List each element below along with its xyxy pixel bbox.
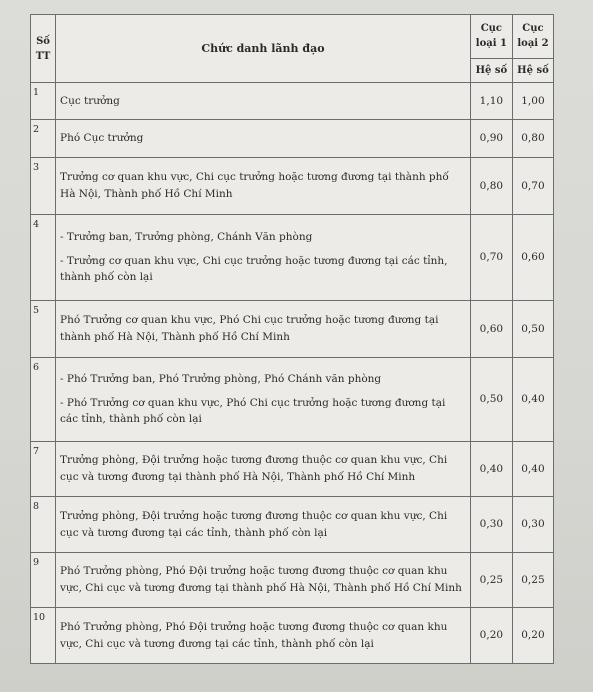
row-number: 9 — [31, 553, 56, 608]
table-row — [31, 83, 554, 120]
coefficient-loai-1: 0,60 — [470, 301, 512, 358]
row-title-line: Trưởng cơ quan khu vực, Chi cục trưởng hoặc tương đương tại thành phố Hà Nội, Thành phố Hồ Chí Minh — [60, 171, 449, 200]
table-row — [31, 120, 554, 158]
row-title — [56, 158, 471, 215]
coefficient-loai-2: 0,40 — [512, 358, 553, 442]
row-title-line: - Phó Trưởng cơ quan khu vực, Phó Chi cục trưởng hoặc tương đương tại các tỉnh, thành phố còn lại — [60, 396, 446, 426]
coefficient-loai-2: 0,80 — [512, 120, 553, 158]
coefficient-loai-2: 0,20 — [512, 608, 553, 664]
row-title — [56, 83, 471, 120]
row-title-line: - Trưởng ban, Trưởng phòng, Chánh Văn phòng — [60, 230, 313, 243]
table-body — [31, 83, 554, 664]
row-number: 10 — [31, 608, 56, 664]
row-title-line: Phó Trưởng phòng, Phó Đội trưởng hoặc tương đương thuộc cơ quan khu vực, Chi cục và tương đương tại các tỉnh, thành phố còn lại — [60, 620, 448, 650]
coefficient-loai-2: 0,40 — [512, 442, 553, 497]
coefficient-loai-1: 0,20 — [470, 608, 512, 664]
coefficient-loai-2: 0,25 — [512, 553, 553, 608]
row-number: 4 — [31, 215, 56, 301]
coefficient-loai-2: 0,60 — [512, 215, 553, 301]
row-number: 5 — [31, 301, 56, 358]
table-row — [31, 497, 554, 553]
row-title — [56, 301, 471, 358]
row-title — [56, 442, 471, 497]
row-title-line: Cục trưởng — [60, 94, 120, 107]
coefficient-table — [30, 14, 554, 664]
table-row — [31, 158, 554, 215]
row-title-line: - Trưởng cơ quan khu vực, Chi cục trưởng hoặc tương đương tại các tỉnh, thành phố còn lại — [60, 254, 448, 284]
row-title — [56, 358, 471, 442]
header-cuc-loai-1: Cục loại 1 — [470, 15, 512, 59]
header-he-so-1: Hệ số — [470, 59, 512, 83]
table-row — [31, 608, 554, 664]
row-number: 8 — [31, 497, 56, 553]
header-he-so-2: Hệ số — [512, 59, 553, 83]
coefficient-loai-2: 0,50 — [512, 301, 553, 358]
coefficient-loai-1: 0,90 — [470, 120, 512, 158]
row-title-line: Phó Trưởng phòng, Phó Đội trưởng hoặc tương đương thuộc cơ quan khu vực, Chi cục và tương đương tại thành phố Hà Nội, Thành phố Hồ Chí Minh — [60, 565, 462, 594]
coefficient-loai-1: 0,50 — [470, 358, 512, 442]
coefficient-loai-2: 0,70 — [512, 158, 553, 215]
coefficient-loai-1: 0,70 — [470, 215, 512, 301]
row-title — [56, 215, 471, 301]
header-cuc-loai-2: Cục loại 2 — [512, 15, 553, 59]
row-title-line: Phó Trưởng cơ quan khu vực, Phó Chi cục trưởng hoặc tương đương tại thành phố Hà Nội, Thành phố Hồ Chí Minh — [60, 314, 439, 343]
table-row — [31, 442, 554, 497]
coefficient-loai-1: 0,40 — [470, 442, 512, 497]
row-title-line: Trưởng phòng, Đội trưởng hoặc tương đương thuộc cơ quan khu vực, Chi cục và tương đương tại thành phố Hà Nội, Thành phố Hồ Chí Minh — [60, 454, 448, 483]
row-number: 3 — [31, 158, 56, 215]
row-title-line: - Phó Trưởng ban, Phó Trưởng phòng, Phó Chánh văn phòng — [60, 372, 382, 385]
row-number: 2 — [31, 120, 56, 158]
coefficient-loai-1: 0,80 — [470, 158, 512, 215]
row-title — [56, 553, 471, 608]
table-row — [31, 301, 554, 358]
coefficient-loai-1: 0,30 — [470, 497, 512, 553]
coefficient-loai-1: 1,10 — [470, 83, 512, 120]
coefficient-loai-2: 1,00 — [512, 83, 553, 120]
header-title: Chức danh lãnh đạo — [56, 15, 471, 83]
table-row — [31, 553, 554, 608]
table-row — [31, 358, 554, 442]
table-row — [31, 215, 554, 301]
row-title-line: Phó Cục trưởng — [60, 132, 144, 145]
coefficient-loai-1: 0,25 — [470, 553, 512, 608]
row-number: 1 — [31, 83, 56, 120]
header-stt: Số TT — [31, 15, 56, 83]
row-number: 7 — [31, 442, 56, 497]
row-title — [56, 120, 471, 158]
coefficient-loai-2: 0,30 — [512, 497, 553, 553]
row-title — [56, 608, 471, 664]
row-number: 6 — [31, 358, 56, 442]
row-title-line: Trưởng phòng, Đội trưởng hoặc tương đương thuộc cơ quan khu vực, Chi cục và tương đương tại các tỉnh, thành phố còn lại — [60, 509, 448, 539]
row-title — [56, 497, 471, 553]
